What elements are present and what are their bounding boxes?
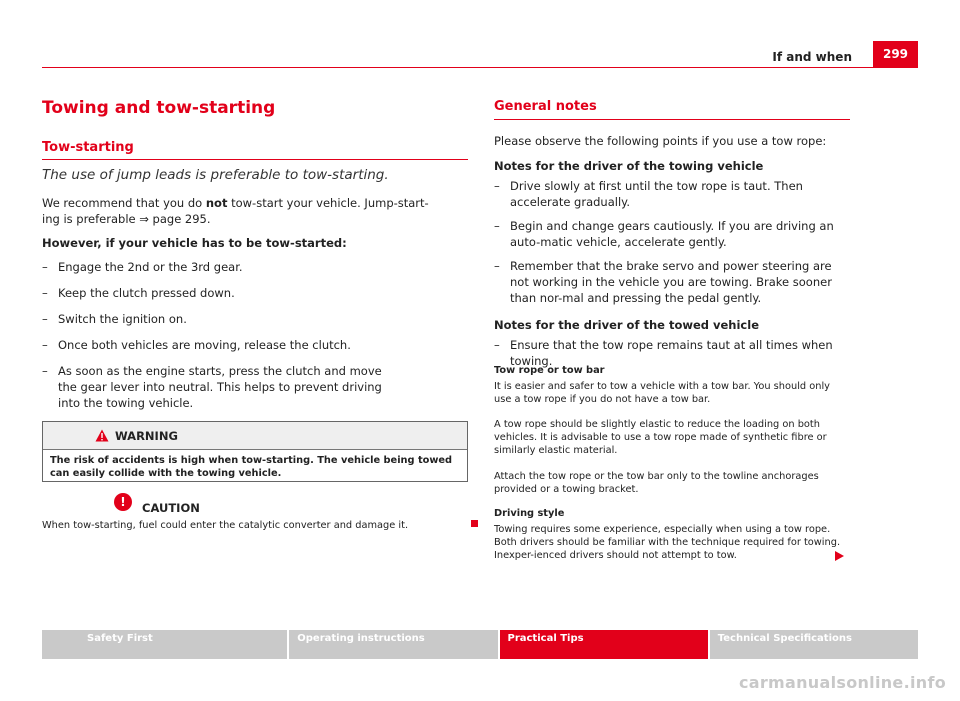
- list-item: – Once both vehicles are moving, release the clutch.: [42, 337, 382, 353]
- intro-text-bold: not: [205, 196, 228, 210]
- subsection-heading-general-notes: General notes: [494, 99, 597, 114]
- header-rule: [42, 67, 918, 68]
- list-item: – Begin and change gears cautiously. If you are driving an auto-matic vehicle, accelerate gently.: [494, 218, 850, 250]
- intro-text-pre: We recommend that you do: [42, 196, 206, 210]
- continue-arrow-icon: [835, 551, 844, 561]
- warning-text: The risk of accidents is high when tow-starting. The vehicle being towed can easily collide with the towing vehicle.: [50, 455, 453, 479]
- list-item: – Drive slowly at first until the tow rope is taut. Then accelerate gradually.: [494, 178, 850, 210]
- tab-practical-tips[interactable]: Practical Tips: [500, 630, 708, 659]
- chapter-tabs: [42, 630, 918, 659]
- end-of-section-square-icon: [471, 520, 478, 527]
- warning-triangle-icon: [95, 429, 109, 442]
- caution-label: CAUTION: [142, 501, 200, 515]
- rope-paragraph-1: It is easier and safer to tow a vehicle with a tow bar. You should only use a tow rope if you do not have a tow bar.: [494, 381, 830, 405]
- section-heading: Towing and tow-starting: [42, 98, 276, 118]
- however-text: However, if your vehicle has to be tow-started:: [42, 236, 347, 250]
- intro-paragraph: [42, 195, 468, 227]
- driving-style-paragraph: Towing requires some experience, especially when using a tow rope. Both drivers should be familiar with the technique required for towing. Inexper-ienced drivers should not attempt to tow.: [494, 524, 841, 561]
- list-item: – Engage the 2nd or the 3rd gear.: [42, 259, 382, 275]
- subheading-rule: [42, 159, 468, 160]
- running-header-title: If and when: [772, 50, 852, 64]
- general-intro: Please observe the following points if you use a tow rope:: [494, 134, 827, 148]
- watermark: carmanualsonline.info: [738, 673, 946, 692]
- caution-exclamation-icon: !: [114, 493, 132, 511]
- general-notes-rule: [494, 119, 850, 120]
- rope-paragraph-3: Attach the tow rope or the tow bar only to the towline anchorages provided or a towing bracket.: [494, 471, 819, 495]
- intro-text-post: tow-start your vehicle. Jump-start-: [227, 196, 429, 210]
- list-item: – Ensure that the tow rope remains taut at all times when towing.: [494, 337, 854, 369]
- lead-text: The use of jump leads is preferable to tow-starting.: [42, 167, 389, 183]
- driving-style-heading: Driving style: [494, 508, 565, 519]
- list-item: – As soon as the engine starts, press the clutch and move the gear lever into neutral. This helps to prevent driving into the towing vehicle.: [42, 363, 382, 411]
- list-item: – Switch the ignition on.: [42, 311, 382, 327]
- warning-label: WARNING: [115, 429, 178, 443]
- tab-safety-first[interactable]: Safety First: [42, 630, 287, 659]
- list-item: – Remember that the brake servo and power steering are not working in the vehicle you are towing. Brake sooner than nor-mal and pressing the pedal gently.: [494, 258, 850, 306]
- warning-box: [42, 421, 468, 482]
- tab-operating-instructions[interactable]: Operating instructions: [289, 630, 497, 659]
- towed-driver-heading: Notes for the driver of the towed vehicle: [494, 318, 759, 332]
- list-item: – Keep the clutch pressed down.: [42, 285, 382, 301]
- towing-driver-list: [494, 178, 850, 306]
- rope-heading: Tow rope or tow bar: [494, 365, 605, 376]
- towing-driver-heading: Notes for the driver of the towing vehicle: [494, 159, 764, 173]
- page-number: 299: [873, 41, 918, 67]
- tab-technical-specifications[interactable]: Technical Specifications: [710, 630, 918, 659]
- tow-start-steps: [42, 259, 382, 411]
- subsection-heading-tow-starting: Tow-starting: [42, 140, 134, 155]
- intro-text-line2: ing is preferable ⇒ page 295.: [42, 212, 211, 226]
- caution-text: When tow-starting, fuel could enter the catalytic converter and damage it.: [42, 520, 409, 531]
- rope-paragraph-2: A tow rope should be slightly elastic to reduce the loading on both vehicles. It is advisable to use a tow rope made of synthetic fibre or similarly elastic material.: [494, 419, 827, 456]
- warning-header: [43, 422, 467, 450]
